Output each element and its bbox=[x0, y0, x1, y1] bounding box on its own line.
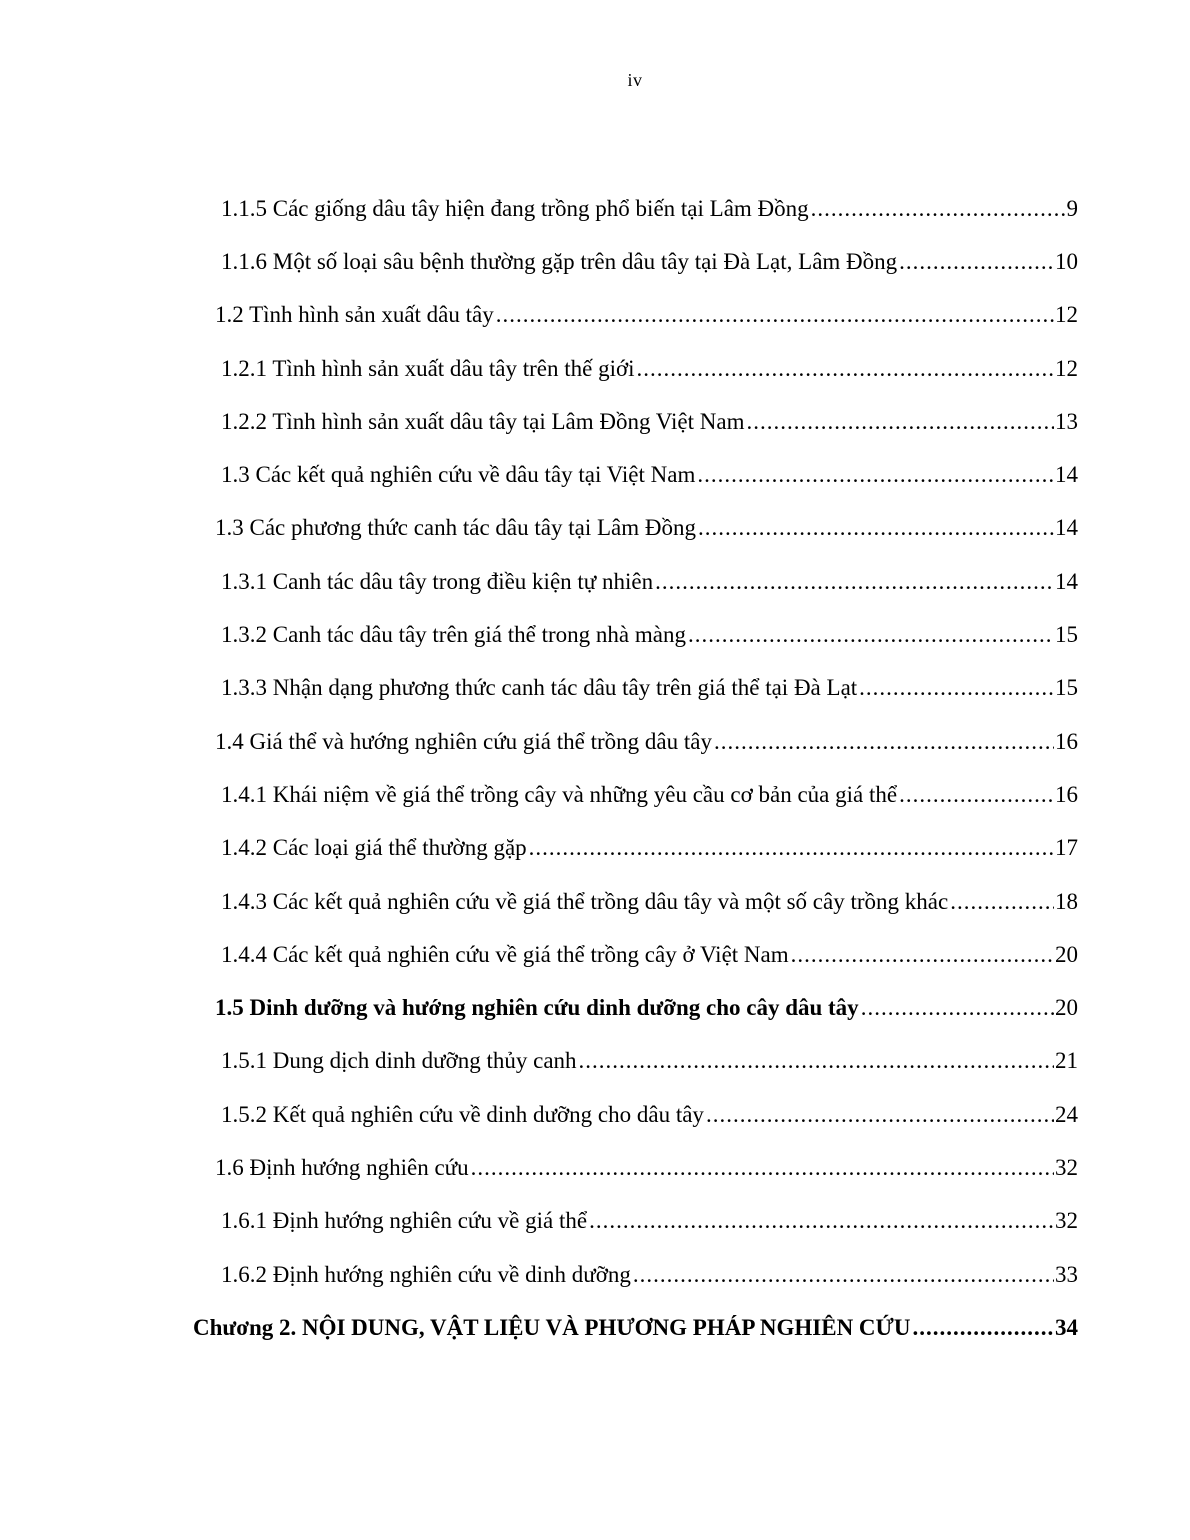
toc-entry-page: 14 bbox=[1055, 515, 1078, 540]
toc-entry-page: 10 bbox=[1055, 249, 1078, 274]
page-number: iv bbox=[627, 70, 643, 90]
toc-entry-title: Chương 2. NỘI DUNG, VẬT LIỆU VÀ PHƯƠNG PHÁP NGHIÊN CỨU bbox=[193, 1315, 911, 1340]
toc-entry-title: 1.6 Định hướng nghiên cứu bbox=[215, 1155, 469, 1180]
toc-entry-page: 32 bbox=[1055, 1155, 1078, 1180]
toc-entry-page: 14 bbox=[1055, 569, 1078, 594]
toc-entry-page: 24 bbox=[1055, 1102, 1078, 1127]
toc-entry-title: 1.3 Các kết quả nghiên cứu về dâu tây tại Việt Nam bbox=[221, 462, 696, 487]
toc-entry-title: 1.3 Các phương thức canh tác dâu tây tại Lâm Đồng bbox=[215, 515, 696, 540]
toc-entry-1-6-1[interactable] bbox=[221, 1201, 1078, 1241]
dot-leader bbox=[791, 935, 1054, 975]
toc-entry-chapter-2[interactable] bbox=[193, 1308, 1078, 1348]
dot-leader bbox=[899, 775, 1054, 815]
toc-entry-1-3-3[interactable] bbox=[221, 668, 1078, 708]
dot-leader bbox=[471, 1148, 1054, 1188]
toc-entry-title: 1.6.2 Định hướng nghiên cứu về dinh dưỡng bbox=[221, 1262, 631, 1287]
toc-entry-page: 15 bbox=[1055, 675, 1078, 700]
toc-entry-1-3-2[interactable] bbox=[221, 615, 1078, 655]
toc-entry-1-4-1[interactable] bbox=[221, 775, 1078, 815]
dot-leader bbox=[861, 988, 1054, 1028]
toc-entry-page: 21 bbox=[1055, 1048, 1078, 1073]
dot-leader bbox=[633, 1255, 1054, 1295]
toc-entry-title: 1.5 Dinh dưỡng và hướng nghiên cứu dinh dưỡng cho cây dâu tây bbox=[215, 995, 859, 1020]
dot-leader bbox=[529, 828, 1054, 868]
toc-entry-1-3-1[interactable] bbox=[221, 562, 1078, 602]
toc-entry-title: 1.2 Tình hình sản xuất dâu tây bbox=[215, 302, 494, 327]
dot-leader bbox=[655, 562, 1054, 602]
dot-leader bbox=[589, 1201, 1054, 1241]
toc-entry-1-1-5[interactable] bbox=[221, 189, 1078, 229]
toc-entry-title: 1.3.2 Canh tác dâu tây trên giá thể trong nhà màng bbox=[221, 622, 686, 647]
toc-entry-title: 1.3.3 Nhận dạng phương thức canh tác dâu tây trên giá thể tại Đà Lạt bbox=[221, 675, 858, 700]
dot-leader bbox=[688, 615, 1054, 655]
toc-entry-page: 20 bbox=[1055, 995, 1078, 1020]
toc-entry-page: 15 bbox=[1055, 622, 1078, 647]
dot-leader bbox=[714, 722, 1054, 762]
dot-leader bbox=[899, 242, 1054, 282]
dot-leader bbox=[706, 1095, 1054, 1135]
dot-leader bbox=[859, 668, 1054, 708]
toc-entry-page: 33 bbox=[1055, 1262, 1078, 1287]
toc-entry-page: 20 bbox=[1055, 942, 1078, 967]
toc-entry-title: 1.1.5 Các giống dâu tây hiện đang trồng phổ biến tại Lâm Đồng bbox=[221, 196, 809, 221]
toc-entry-1-4-2[interactable] bbox=[221, 828, 1078, 868]
dot-leader bbox=[950, 882, 1054, 922]
toc-entry-1-3-results[interactable] bbox=[221, 455, 1078, 495]
toc-entry-1-6[interactable] bbox=[215, 1148, 1078, 1188]
toc-entry-title: 1.4.4 Các kết quả nghiên cứu về giá thể trồng cây ở Việt Nam bbox=[221, 942, 789, 967]
toc-entry-1-6-2[interactable] bbox=[221, 1255, 1078, 1295]
toc-entry-page: 17 bbox=[1055, 835, 1078, 860]
toc-entry-title: 1.5.2 Kết quả nghiên cứu về dinh dưỡng cho dâu tây bbox=[221, 1102, 704, 1127]
dot-leader bbox=[637, 349, 1054, 389]
toc-entry-page: 32 bbox=[1055, 1208, 1078, 1233]
dot-leader bbox=[579, 1041, 1054, 1081]
toc-entry-page: 13 bbox=[1055, 409, 1078, 434]
toc-entry-title: 1.4 Giá thể và hướng nghiên cứu giá thể trồng dâu tây bbox=[215, 729, 712, 754]
toc-entry-page: 16 bbox=[1055, 782, 1078, 807]
dot-leader bbox=[912, 1308, 1054, 1348]
toc-entry-1-4-4[interactable] bbox=[221, 935, 1078, 975]
dot-leader bbox=[496, 295, 1054, 335]
toc-entry-title: 1.2.2 Tình hình sản xuất dâu tây tại Lâm Đồng Việt Nam bbox=[221, 409, 745, 434]
toc-entry-1-2[interactable] bbox=[215, 295, 1078, 335]
toc-entry-page: 12 bbox=[1055, 356, 1078, 381]
toc-entry-page: 12 bbox=[1055, 302, 1078, 327]
toc-entry-title: 1.2.1 Tình hình sản xuất dâu tây trên thế giới bbox=[221, 356, 635, 381]
toc-entry-1-5-2[interactable] bbox=[221, 1095, 1078, 1135]
toc-entry-title: 1.3.1 Canh tác dâu tây trong điều kiện tự nhiên bbox=[221, 569, 654, 594]
toc-entry-title: 1.4.1 Khái niệm về giá thể trồng cây và những yêu cầu cơ bản của giá thể bbox=[221, 782, 898, 807]
toc-entry-1-2-2[interactable] bbox=[221, 402, 1078, 442]
toc-entry-1-1-6[interactable] bbox=[221, 242, 1078, 282]
toc-entry-page: 34 bbox=[1055, 1315, 1078, 1340]
dot-leader bbox=[698, 508, 1054, 548]
toc-entry-title: 1.5.1 Dung dịch dinh dưỡng thủy canh bbox=[221, 1048, 577, 1073]
toc-entry-title: 1.4.3 Các kết quả nghiên cứu về giá thể trồng dâu tây và một số cây trồng khác bbox=[221, 889, 949, 914]
toc-entry-page: 14 bbox=[1055, 462, 1078, 487]
toc-entry-1-5-1[interactable] bbox=[221, 1041, 1078, 1081]
toc-entry-page: 16 bbox=[1055, 729, 1078, 754]
toc-entry-page: 9 bbox=[1066, 196, 1078, 221]
toc-entry-1-5[interactable] bbox=[215, 988, 1078, 1028]
toc-entry-1-3-methods[interactable] bbox=[215, 508, 1078, 548]
toc-entry-1-4[interactable] bbox=[215, 722, 1078, 762]
toc-entry-1-4-3[interactable] bbox=[221, 882, 1078, 922]
toc-entry-1-2-1[interactable] bbox=[221, 349, 1078, 389]
dot-leader bbox=[697, 455, 1054, 495]
toc-entry-page: 18 bbox=[1055, 889, 1078, 914]
dot-leader bbox=[747, 402, 1055, 442]
toc-entry-title: 1.1.6 Một số loại sâu bệnh thường gặp trên dâu tây tại Đà Lạt, Lâm Đồng bbox=[221, 249, 898, 274]
toc-entry-title: 1.4.2 Các loại giá thể thường gặp bbox=[221, 835, 527, 860]
dot-leader bbox=[811, 189, 1066, 229]
toc-entry-title: 1.6.1 Định hướng nghiên cứu về giá thể bbox=[221, 1208, 588, 1233]
